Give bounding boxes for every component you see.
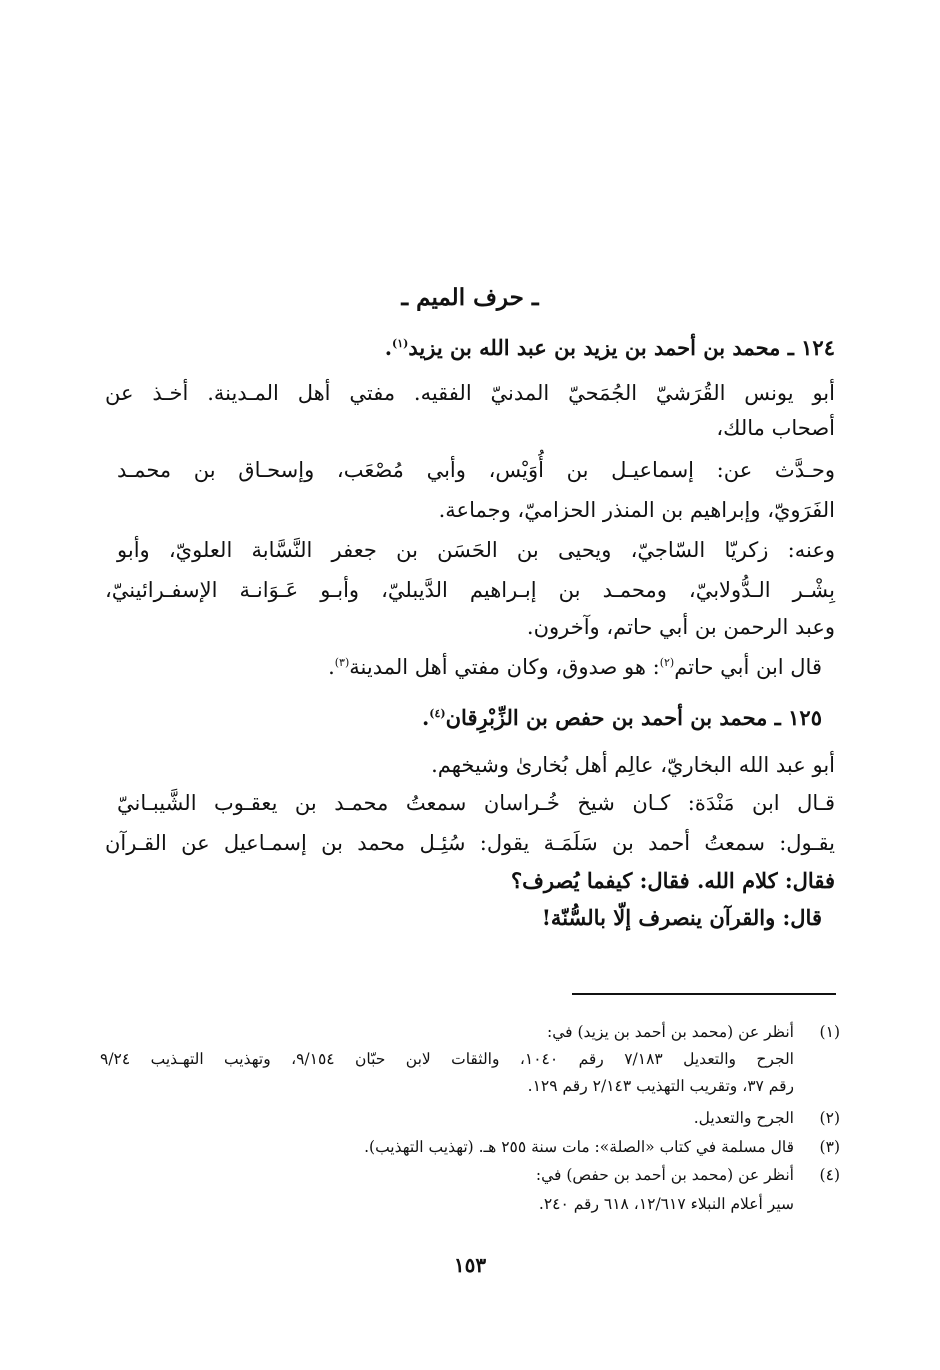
- footnote-text: قال مسلمة في كتاب «الصلة»: مات سنة ٢٥٥ هـ. (تهذيب التهذيب).: [364, 1138, 794, 1156]
- entry-bold-line: قال: والقرآن ينصرف إلّا بالسُّنّة!: [541, 905, 822, 930]
- footnote-text: الجرح والتعديل.: [693, 1109, 794, 1127]
- entry-heading-text: ١٢٤ ـ محمد بن أحمد بن يزيد بن عبد الله بن يزيد: [408, 335, 835, 360]
- footnote-text: أنظر عن (محمد بن أحمد بن يزيد) في:: [546, 1023, 794, 1041]
- heading-end: .: [421, 705, 430, 730]
- footnote-divider: [572, 993, 836, 995]
- quote-text: : هو صدوق، وكان مفتي أهل المدينة: [349, 655, 660, 679]
- entry-line: أبو يونس القُرَشيّ الجُمَحيّ المدنيّ الفقيه. مفتي أهل المـدينة. أخـذ عن: [105, 381, 835, 405]
- entry-line: الفَرَويّ، وإبراهيم بن المنذر الحزاميّ، وجماعة.: [438, 498, 835, 522]
- entry-heading-text: ١٢٥ ـ محمد بن أحمد بن حفص بن الزِّبْرِقان: [445, 705, 822, 730]
- footnote-text: أنظر عن (محمد بن أحمد بن حفص) في:: [535, 1166, 794, 1184]
- quote-end: .: [328, 655, 335, 679]
- footnote-ref: (٣): [334, 656, 350, 669]
- entry-line: وعنه: زكريّا السّاجيّ، ويحيى بن الحَسَن بن جعفر النَّسَّابة العلويّ، وأبو: [117, 538, 835, 562]
- entry-line: وحـدَّث عن: إسماعيـل بن أُوَيْس، وأبي مُصْعَب، وإسحـاق بن محمـد: [117, 458, 835, 482]
- entry-quote: [92, 652, 822, 682]
- entry-line: قـال ابن مَنْدَة: كـان شيخ خُـراسان سمعتُ محمـد بن يعقـوب الشَّيبـانيّ: [117, 791, 835, 815]
- entry-line: وعبد الرحمن بن أبي حاتم، وآخرون.: [526, 615, 835, 639]
- entry-line: أصحاب مالك،: [716, 416, 835, 440]
- entry-line: أبو عبد الله البخاريّ، عالِم أهل بُخارىٰ وشيخهم.: [431, 753, 835, 777]
- entry-heading-124: [105, 333, 835, 363]
- footnote-4: [100, 1163, 840, 1188]
- quote-text: قال ابن أبي حاتم: [674, 655, 822, 679]
- footnote-1-continuation: الجرح والتعديل ٧/١٨٣ رقم ١٠٤٠، والثقات لابن حبّان ٩/١٥٤، وتهذيب التهـذيب ٩/٢٤: [100, 1050, 794, 1068]
- footnote-number: (١): [819, 1023, 840, 1041]
- footnote-ref: (١): [392, 337, 409, 350]
- entry-line: بِشْـر الـدُّولابيّ، ومحمـد بن إبـراهيم الدَّيبليّ، وأبـو عَـوَانـة الإسفـرائينيّ،: [105, 578, 835, 602]
- footnote-3: [100, 1135, 840, 1160]
- entry-bold-line: فقال: كلام الله. فقال: كيفما يُصرف؟: [510, 868, 835, 893]
- footnote-4-continuation: سير أعلام النبلاء ١٢/٦١٧، ٦١٨ رقم ٢٤٠.: [538, 1195, 794, 1213]
- chapter-title: ـ حرف الميم ـ: [401, 284, 539, 311]
- footnote-ref: (٢): [659, 656, 675, 669]
- footnote-1: [100, 1020, 840, 1045]
- entry-heading-125: [92, 703, 822, 733]
- footnote-ref: (٤): [429, 707, 446, 720]
- footnote-number: (٢): [819, 1109, 840, 1127]
- footnote-2: [100, 1106, 840, 1131]
- entry-line: يقـول: سمعتُ أحمد بن سَلَمَـة يقول: سُئِـل محمد بن إسمـاعيل عن القـرآن: [105, 831, 835, 855]
- heading-end: .: [384, 335, 393, 360]
- footnote-number: (٣): [819, 1138, 840, 1156]
- footnote-number: (٤): [819, 1166, 840, 1184]
- page-number: ١٥٣: [453, 1253, 487, 1277]
- footnote-1-continuation: رقم ٣٧، وتقريب التهذيب ٢/١٤٣ رقم ١٢٩.: [527, 1077, 794, 1095]
